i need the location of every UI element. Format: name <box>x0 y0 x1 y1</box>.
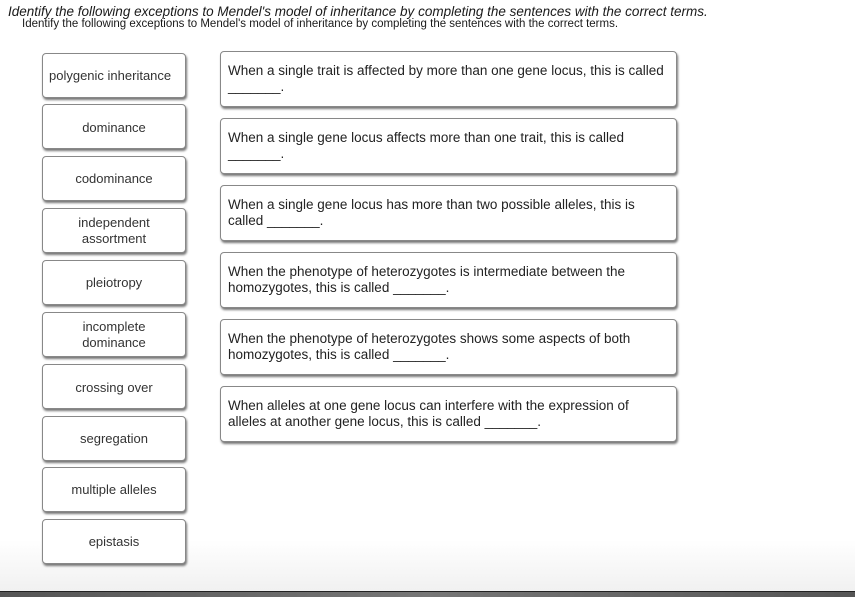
sentence-target-1[interactable]: When a single trait is affected by more than one gene locus, this is called _______. <box>220 51 677 107</box>
sentence-target-5[interactable]: When the phenotype of heterozygotes shows some aspects of both homozygotes, this is called _______. <box>220 319 677 375</box>
term-dominance[interactable]: dominance <box>42 104 186 149</box>
term-incomplete-dominance[interactable]: incomplete dominance <box>42 312 186 357</box>
sentence-target-4[interactable]: When the phenotype of heterozygotes is intermediate between the homozygotes, this is called _______. <box>220 252 677 308</box>
bottom-bar <box>0 591 855 597</box>
question-subtitle: Identify the following exceptions to Mendel's model of inheritance by completing the sentences with the correct terms. <box>22 18 619 30</box>
sentence-target-6[interactable]: When alleles at one gene locus can interfere with the expression of alleles at another gene locus, this is called _______. <box>220 386 677 442</box>
term-segregation[interactable]: segregation <box>42 416 186 461</box>
sentence-target-2[interactable]: When a single gene locus affects more than one trait, this is called _______. <box>220 118 677 174</box>
term-polygenic-inheritance[interactable]: polygenic inheritance <box>42 53 186 98</box>
term-multiple-alleles[interactable]: multiple alleles <box>42 467 186 512</box>
term-crossing-over[interactable]: crossing over <box>42 364 186 409</box>
term-pleiotropy[interactable]: pleiotropy <box>42 260 186 305</box>
term-codominance[interactable]: codominance <box>42 156 186 201</box>
sentence-target-3[interactable]: When a single gene locus has more than two possible alleles, this is called _______. <box>220 185 677 241</box>
term-independent-assortment[interactable]: independent assortment <box>42 208 186 253</box>
term-epistasis[interactable]: epistasis <box>42 519 186 564</box>
question-title: Identify the following exceptions to Mendel's model of inheritance by completing the sentences with the correct terms. <box>8 4 708 19</box>
